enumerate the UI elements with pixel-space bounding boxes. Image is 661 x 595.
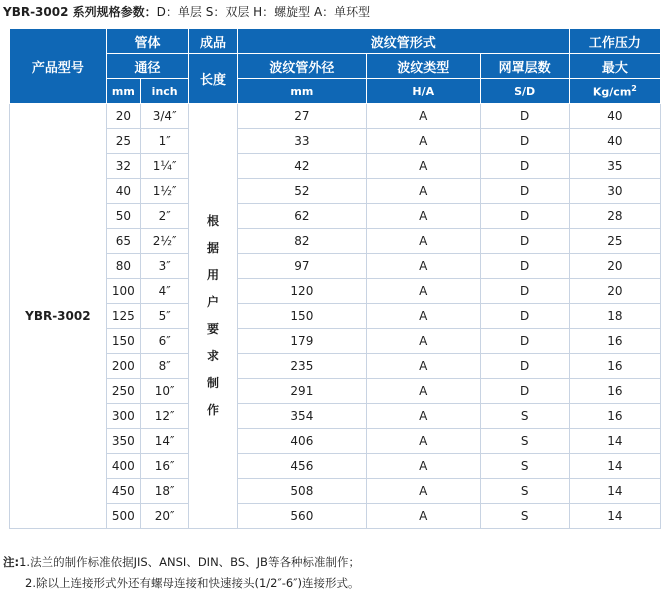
spec-table-header: [10, 29, 661, 104]
mesh-layers-cell: D: [480, 154, 569, 179]
outer-dia-cell: 120: [237, 279, 366, 304]
length-note-cell: [189, 104, 237, 529]
header-mesh-layers: 网罩层数: [480, 54, 569, 79]
mesh-layers-cell: D: [480, 179, 569, 204]
header-pipe-body: 管体: [106, 29, 189, 54]
mesh-layers-cell: D: [480, 129, 569, 154]
header-bore: 通径: [106, 54, 189, 79]
length-note-char: 户: [207, 295, 220, 309]
unit-inch: inch: [140, 79, 188, 104]
bore-inch-cell: 20″: [140, 504, 188, 529]
wave-type-cell: A: [367, 354, 480, 379]
length-note-char: 制: [207, 376, 220, 390]
table-row: [10, 179, 661, 204]
length-note-text: [189, 208, 236, 424]
mesh-layers-cell: D: [480, 104, 569, 129]
header-model: 产品型号: [10, 29, 107, 104]
bore-inch-cell: 8″: [140, 354, 188, 379]
pressure-cell: 14: [569, 479, 660, 504]
outer-dia-cell: 291: [237, 379, 366, 404]
bore-mm-cell: 350: [106, 429, 140, 454]
outer-dia-cell: 560: [237, 504, 366, 529]
bore-mm-cell: 300: [106, 404, 140, 429]
header-wave-type: 波纹类型: [367, 54, 480, 79]
bore-mm-cell: 450: [106, 479, 140, 504]
outer-dia-cell: 33: [237, 129, 366, 154]
pressure-cell: 16: [569, 329, 660, 354]
wave-type-cell: A: [367, 154, 480, 179]
wave-type-cell: A: [367, 404, 480, 429]
header-pressure: 工作压力: [569, 29, 660, 54]
mesh-layers-cell: S: [480, 479, 569, 504]
mesh-layers-cell: S: [480, 454, 569, 479]
bore-mm-cell: 100: [106, 279, 140, 304]
bore-mm-cell: 150: [106, 329, 140, 354]
outer-dia-cell: 508: [237, 479, 366, 504]
table-row: [10, 254, 661, 279]
table-row: [10, 104, 661, 129]
outer-dia-cell: 235: [237, 354, 366, 379]
wave-type-cell: A: [367, 504, 480, 529]
mesh-layers-cell: D: [480, 229, 569, 254]
bore-inch-cell: 1½″: [140, 179, 188, 204]
bore-inch-cell: 18″: [140, 479, 188, 504]
unit-mesh-layers: S/D: [480, 79, 569, 104]
unit-outer-dia: mm: [237, 79, 366, 104]
outer-dia-cell: 97: [237, 254, 366, 279]
bore-mm-cell: 125: [106, 304, 140, 329]
mesh-layers-cell: D: [480, 304, 569, 329]
bore-mm-cell: 80: [106, 254, 140, 279]
bore-mm-cell: 50: [106, 204, 140, 229]
table-row: [10, 129, 661, 154]
pressure-cell: 25: [569, 229, 660, 254]
bore-inch-cell: 12″: [140, 404, 188, 429]
pressure-cell: 40: [569, 104, 660, 129]
wave-type-cell: A: [367, 379, 480, 404]
unit-pressure: [569, 79, 660, 104]
bore-mm-cell: 25: [106, 129, 140, 154]
length-note-char: 要: [207, 322, 220, 336]
table-row: [10, 329, 661, 354]
bore-inch-cell: 16″: [140, 454, 188, 479]
bore-mm-cell: 32: [106, 154, 140, 179]
mesh-layers-cell: D: [480, 354, 569, 379]
pressure-cell: 20: [569, 279, 660, 304]
bore-mm-cell: 500: [106, 504, 140, 529]
spec-title: [3, 3, 370, 20]
table-row: [10, 204, 661, 229]
pressure-cell: 30: [569, 179, 660, 204]
wave-type-cell: A: [367, 454, 480, 479]
length-note-char: 据: [207, 241, 220, 255]
outer-dia-cell: 27: [237, 104, 366, 129]
unit-pressure-base: Kg/cm: [592, 85, 632, 99]
table-row: [10, 229, 661, 254]
outer-dia-cell: 179: [237, 329, 366, 354]
pressure-cell: 20: [569, 254, 660, 279]
outer-dia-cell: 62: [237, 204, 366, 229]
pressure-cell: 14: [569, 504, 660, 529]
table-row: [10, 304, 661, 329]
pressure-cell: 14: [569, 454, 660, 479]
outer-dia-cell: 406: [237, 429, 366, 454]
mesh-layers-cell: S: [480, 429, 569, 454]
outer-dia-cell: 42: [237, 154, 366, 179]
header-waveform: 波纹管形式: [237, 29, 569, 54]
bore-mm-cell: 400: [106, 454, 140, 479]
wave-type-cell: A: [367, 104, 480, 129]
table-row: [10, 354, 661, 379]
note-line-2: 2.除以上连接形式外还有螺母连接和快速接头(1/2″-6″)连接形式。: [25, 576, 360, 590]
table-row: [10, 279, 661, 304]
bore-inch-cell: 3″: [140, 254, 188, 279]
bore-mm-cell: 250: [106, 379, 140, 404]
note-prefix: 注:: [3, 555, 20, 569]
pressure-cell: 35: [569, 154, 660, 179]
bore-inch-cell: 6″: [140, 329, 188, 354]
mesh-layers-cell: S: [480, 404, 569, 429]
model-cell: YBR-3002: [10, 104, 107, 529]
outer-dia-cell: 52: [237, 179, 366, 204]
unit-wave-type: H/A: [367, 79, 480, 104]
outer-dia-cell: 82: [237, 229, 366, 254]
wave-type-cell: A: [367, 129, 480, 154]
bore-inch-cell: 1″: [140, 129, 188, 154]
note-line-1: [3, 552, 360, 573]
wave-type-cell: A: [367, 329, 480, 354]
wave-type-cell: A: [367, 429, 480, 454]
length-note-char: 求: [207, 349, 220, 363]
table-row: [10, 429, 661, 454]
bore-inch-cell: 2″: [140, 204, 188, 229]
bore-mm-cell: 20: [106, 104, 140, 129]
pressure-cell: 16: [569, 404, 660, 429]
unit-pressure-exp: 2: [631, 83, 637, 93]
spec-table: [9, 28, 661, 529]
wave-type-cell: A: [367, 279, 480, 304]
length-note-char: 用: [207, 268, 220, 282]
bore-mm-cell: 200: [106, 354, 140, 379]
mesh-layers-cell: D: [480, 254, 569, 279]
table-row: [10, 454, 661, 479]
notes: [3, 552, 360, 594]
pressure-cell: 28: [569, 204, 660, 229]
wave-type-cell: A: [367, 254, 480, 279]
length-note-char: 根: [207, 214, 220, 228]
header-outer-dia: 波纹管外径: [237, 54, 366, 79]
wave-type-cell: A: [367, 204, 480, 229]
bore-inch-cell: 3/4″: [140, 104, 188, 129]
outer-dia-cell: 456: [237, 454, 366, 479]
pressure-cell: 16: [569, 354, 660, 379]
bore-inch-cell: 1¼″: [140, 154, 188, 179]
bore-mm-cell: 65: [106, 229, 140, 254]
bore-inch-cell: 14″: [140, 429, 188, 454]
bore-mm-cell: 40: [106, 179, 140, 204]
wave-type-cell: A: [367, 479, 480, 504]
table-row: [10, 504, 661, 529]
mesh-layers-cell: D: [480, 204, 569, 229]
pressure-cell: 14: [569, 429, 660, 454]
header-finished: 成品: [189, 29, 237, 54]
header-length: 长度: [189, 54, 237, 104]
series-label: YBR-3002 系列规格参数：: [3, 5, 157, 19]
table-row: [10, 379, 661, 404]
length-note-char: 作: [207, 403, 220, 417]
bore-inch-cell: 5″: [140, 304, 188, 329]
spec-table-body: [10, 104, 661, 529]
pressure-cell: 18: [569, 304, 660, 329]
table-row: [10, 404, 661, 429]
pressure-cell: 16: [569, 379, 660, 404]
wave-type-cell: A: [367, 179, 480, 204]
mesh-layers-cell: D: [480, 329, 569, 354]
table-row: [10, 479, 661, 504]
note-1-text: 1.法兰的制作标准依据JIS、ANSI、DIN、BS、JB等各种标准制作；: [19, 555, 360, 569]
header-max: 最大: [569, 54, 660, 79]
params-legend: D：单层 S：双层 H：螺旋型 A：单环型: [156, 5, 371, 19]
pressure-cell: 40: [569, 129, 660, 154]
outer-dia-cell: 354: [237, 404, 366, 429]
bore-inch-cell: 10″: [140, 379, 188, 404]
table-row: [10, 154, 661, 179]
unit-mm: mm: [106, 79, 140, 104]
mesh-layers-cell: D: [480, 379, 569, 404]
mesh-layers-cell: S: [480, 504, 569, 529]
outer-dia-cell: 150: [237, 304, 366, 329]
wave-type-cell: A: [367, 304, 480, 329]
bore-inch-cell: 2½″: [140, 229, 188, 254]
mesh-layers-cell: D: [480, 279, 569, 304]
wave-type-cell: A: [367, 229, 480, 254]
bore-inch-cell: 4″: [140, 279, 188, 304]
